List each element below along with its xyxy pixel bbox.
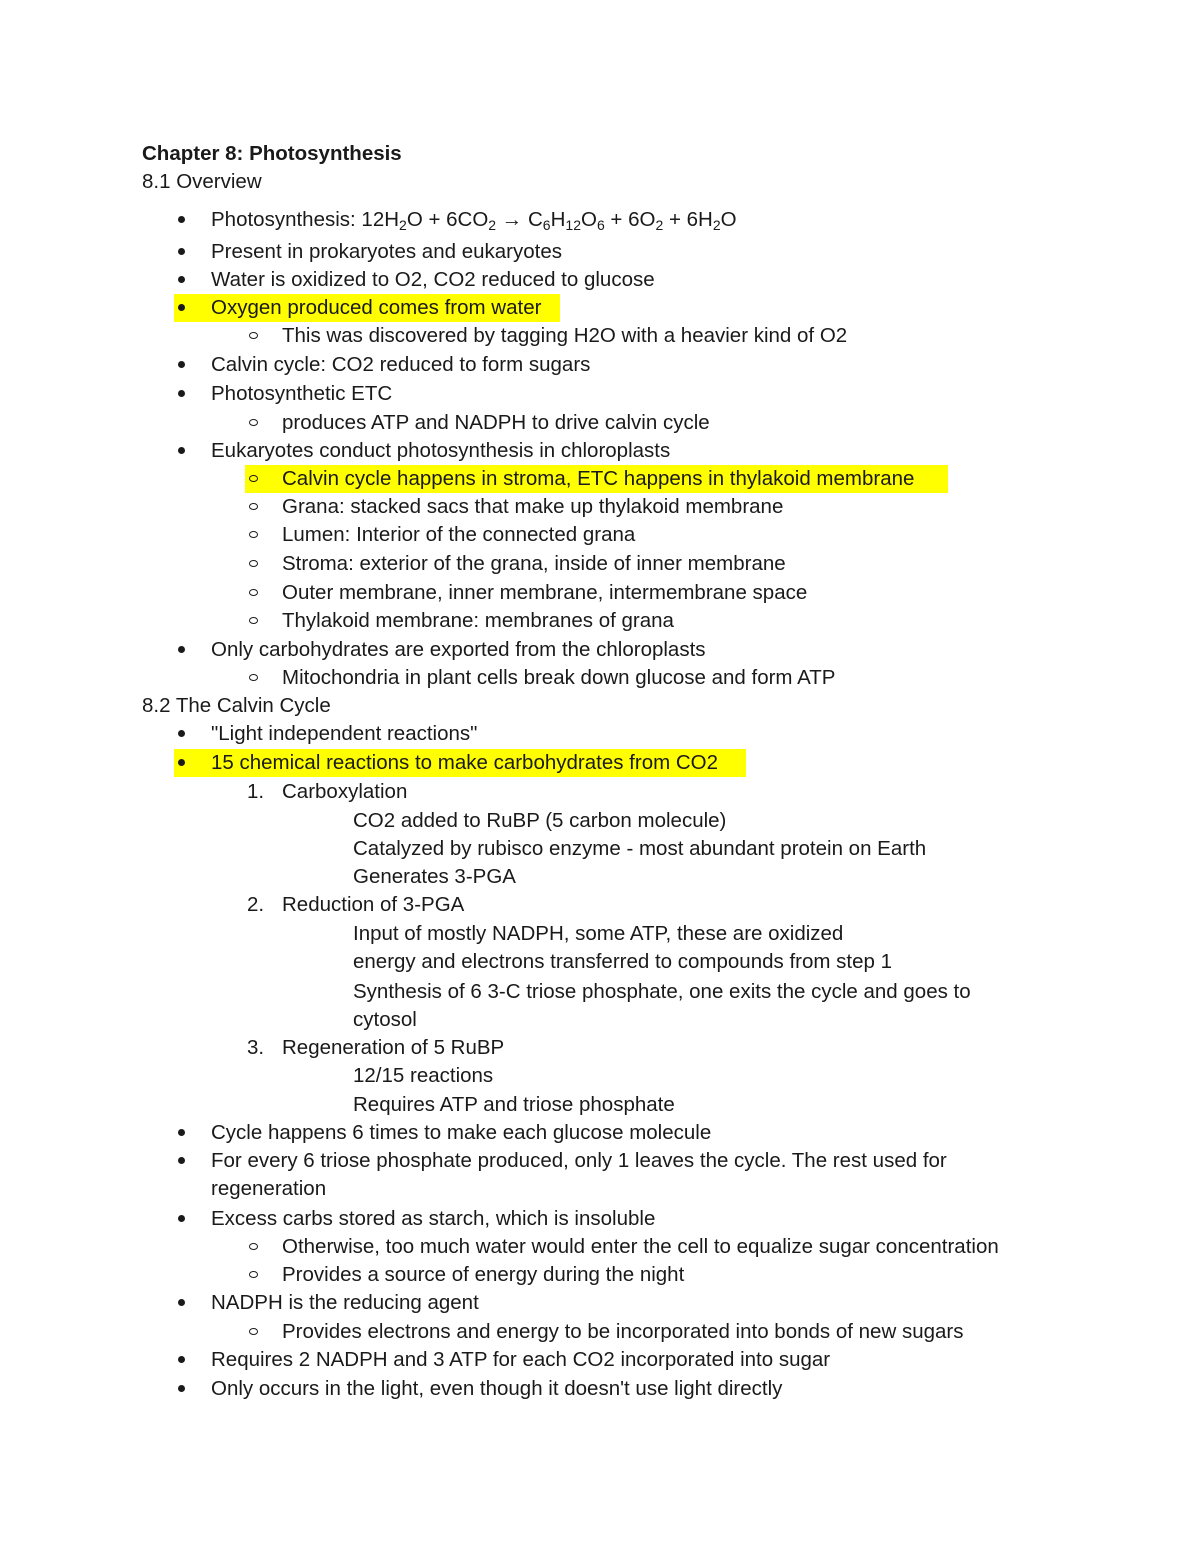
sub-list-item-text: Outer membrane, inner membrane, intermembrane space	[282, 581, 808, 604]
detail-text: Generates 3-PGA	[353, 865, 516, 888]
circle-bullet-icon	[249, 674, 258, 681]
section-heading: 8.2 The Calvin Cycle	[142, 694, 331, 717]
list-item-text: Present in prokaryotes and eukaryotes	[211, 240, 562, 263]
bullet-icon	[178, 276, 185, 283]
sub-list-item-text: Grana: stacked sacs that make up thylakoid membrane	[282, 495, 784, 518]
list-item-text: Oxygen produced comes from water	[211, 296, 542, 319]
detail-text: CO2 added to RuBP (5 carbon molecule)	[353, 809, 727, 832]
sub-list-item-text: This was discovered by tagging H2O with a heavier kind of O2	[282, 324, 848, 347]
detail-text: Synthesis of 6 3-C triose phosphate, one exits the cycle and goes to	[353, 980, 971, 1003]
circle-bullet-icon	[249, 531, 258, 538]
bullet-icon	[178, 304, 185, 311]
bullet-icon	[178, 730, 185, 737]
chapter-title: Chapter 8: Photosynthesis	[142, 142, 402, 165]
list-item-text: "Light independent reactions"	[211, 722, 478, 745]
bullet-icon	[178, 1129, 185, 1136]
numbered-item-text: Carboxylation	[282, 780, 408, 803]
circle-bullet-icon	[249, 419, 258, 426]
bullet-icon	[178, 1215, 185, 1222]
sub-list-item-text: Otherwise, too much water would enter the cell to equalize sugar concentration	[282, 1235, 999, 1258]
list-item-text: Water is oxidized to O2, CO2 reduced to glucose	[211, 268, 655, 291]
list-item-text: Calvin cycle: CO2 reduced to form sugars	[211, 353, 591, 376]
bullet-icon	[178, 759, 185, 766]
bullet-icon	[178, 447, 185, 454]
circle-bullet-icon	[249, 1243, 258, 1250]
circle-bullet-icon	[249, 617, 258, 624]
list-item-text: Only occurs in the light, even though it doesn't use light directly	[211, 1377, 783, 1400]
bullet-icon	[178, 1299, 185, 1306]
item-number: 2.	[247, 893, 265, 916]
list-item-text: Excess carbs stored as starch, which is insoluble	[211, 1207, 656, 1230]
list-item-text: NADPH is the reducing agent	[211, 1291, 479, 1314]
equation-text: Photosynthesis: $12H_2O + 6CO_2 \to C_6H_{12}O_6 + 6O_2 + 6H_2O$	[211, 208, 737, 233]
bullet-icon	[178, 216, 185, 223]
sub-list-item-text: Calvin cycle happens in stroma, ETC happens in thylakoid membrane	[282, 467, 915, 490]
bullet-icon	[178, 390, 185, 397]
list-item-text: Requires 2 NADPH and 3 ATP for each CO2 incorporated into sugar	[211, 1348, 831, 1371]
list-item-text: Photosynthetic ETC	[211, 382, 393, 405]
detail-text: Input of mostly NADPH, some ATP, these are oxidized	[353, 922, 844, 945]
item-number: 1.	[247, 780, 265, 803]
bullet-icon	[178, 1385, 185, 1392]
list-item-text: Eukaryotes conduct photosynthesis in chloroplasts	[211, 439, 671, 462]
list-item-text: For every 6 triose phosphate produced, only 1 leaves the cycle. The rest used for	[211, 1149, 947, 1172]
sub-list-item-text: Thylakoid membrane: membranes of grana	[282, 609, 674, 632]
sub-list-item-text: Lumen: Interior of the connected grana	[282, 523, 636, 546]
section-heading: 8.1 Overview	[142, 170, 262, 193]
list-item-text: 15 chemical reactions to make carbohydrates from CO2	[211, 751, 719, 774]
circle-bullet-icon	[249, 503, 258, 510]
detail-text: energy and electrons transferred to compounds from step 1	[353, 950, 892, 973]
bullet-icon	[178, 1356, 185, 1363]
circle-bullet-icon	[249, 332, 258, 339]
sub-list-item-text: Mitochondria in plant cells break down glucose and form ATP	[282, 666, 836, 689]
list-item-text: Cycle happens 6 times to make each glucose molecule	[211, 1121, 712, 1144]
bullet-icon	[178, 248, 185, 255]
list-item-text: Only carbohydrates are exported from the chloroplasts	[211, 638, 706, 661]
bullet-icon	[178, 1157, 185, 1164]
bullet-icon	[178, 361, 185, 368]
sub-list-item-text: Stroma: exterior of the grana, inside of inner membrane	[282, 552, 786, 575]
detail-text: 12/15 reactions	[353, 1064, 494, 1087]
list-item-text: regeneration	[211, 1177, 327, 1200]
circle-bullet-icon	[249, 1271, 258, 1278]
detail-text: cytosol	[353, 1008, 417, 1031]
sub-list-item-text: Provides electrons and energy to be incorporated into bonds of new sugars	[282, 1320, 964, 1343]
circle-bullet-icon	[249, 560, 258, 567]
detail-text: Requires ATP and triose phosphate	[353, 1093, 675, 1116]
numbered-item-text: Reduction of 3-PGA	[282, 893, 465, 916]
item-number: 3.	[247, 1036, 265, 1059]
sub-list-item-text: produces ATP and NADPH to drive calvin cycle	[282, 411, 710, 434]
bullet-icon	[178, 646, 185, 653]
numbered-item-text: Regeneration of 5 RuBP	[282, 1036, 505, 1059]
sub-list-item-text: Provides a source of energy during the night	[282, 1263, 685, 1286]
circle-bullet-icon	[249, 475, 258, 482]
detail-text: Catalyzed by rubisco enzyme - most abundant protein on Earth	[353, 837, 927, 860]
circle-bullet-icon	[249, 589, 258, 596]
circle-bullet-icon	[249, 1328, 258, 1335]
